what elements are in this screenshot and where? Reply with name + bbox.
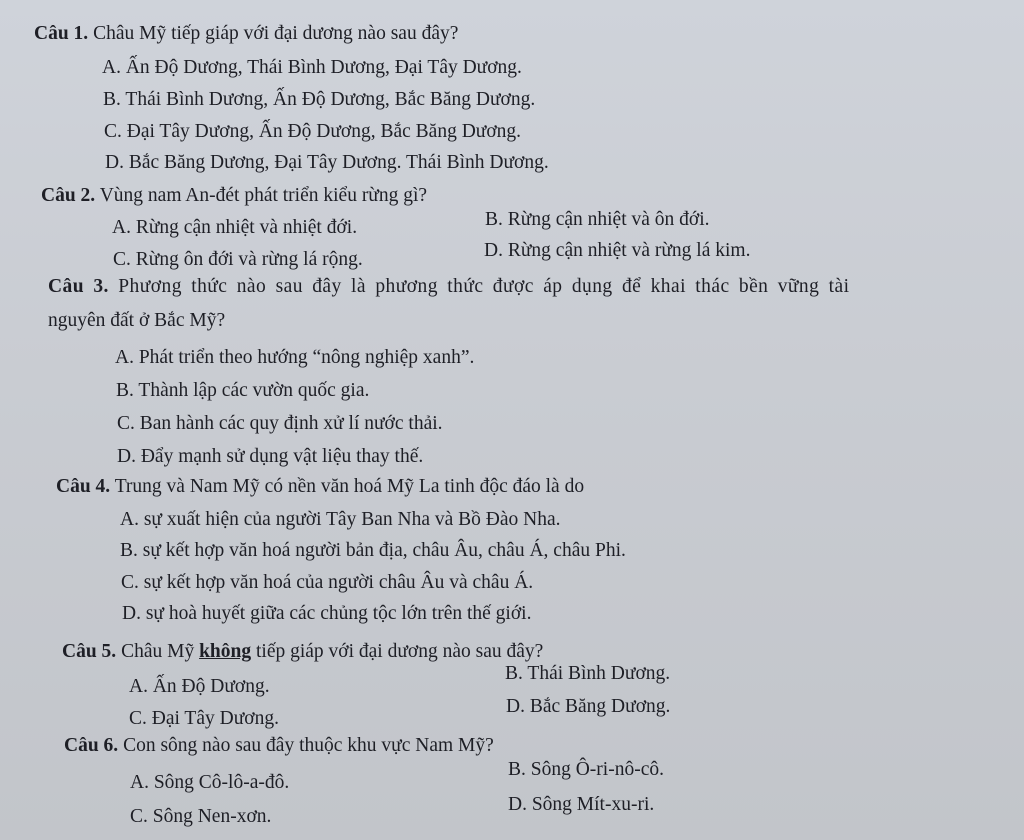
q6-option-d: D. Sông Mít-xu-ri. — [508, 794, 655, 815]
q1-option-a: A. Ấn Độ Dương, Thái Bình Dương, Đại Tây Dương. — [102, 57, 522, 78]
question-stem-prefix: Châu Mỹ — [116, 641, 200, 662]
question-stem: Vùng nam An-đét phát triển kiểu rừng gì? — [95, 185, 428, 206]
question-2 — [41, 184, 427, 208]
question-stem: Châu Mỹ tiếp giáp với đại dương nào sau đây? — [88, 23, 459, 44]
q1-option-d: D. Bắc Băng Dương, Đại Tây Dương. Thái Bình Dương. — [105, 152, 549, 173]
question-3-continued: nguyên đất ở Bắc Mỹ? — [48, 310, 226, 331]
q2-option-b: B. Rừng cận nhiệt và ôn đới. — [485, 209, 710, 230]
question-number: Câu 6. — [64, 735, 119, 756]
question-stem: Con sông nào sau đây thuộc khu vực Nam Mỹ? — [118, 735, 494, 756]
q5-option-c: C. Đại Tây Dương. — [129, 708, 279, 729]
q6-option-a: A. Sông Cô-lô-a-đô. — [130, 772, 290, 793]
question-number: Câu 2. — [41, 185, 96, 206]
q3-option-b: B. Thành lập các vườn quốc gia. — [116, 380, 370, 401]
question-stem: Trung và Nam Mỹ có nền văn hoá Mỹ La tinh độc đáo là do — [110, 476, 585, 497]
q3-option-a: A. Phát triển theo hướng “nông nghiệp xanh”. — [115, 347, 475, 368]
q2-option-d: D. Rừng cận nhiệt và rừng lá kim. — [484, 240, 751, 261]
q2-option-a: A. Rừng cận nhiệt và nhiệt đới. — [112, 217, 358, 238]
question-number: Câu 1. — [34, 23, 89, 44]
q5-option-a: A. Ấn Độ Dương. — [129, 676, 270, 697]
question-stem-suffix: tiếp giáp với đại dương nào sau đây? — [251, 641, 544, 662]
question-number: Câu 4. — [56, 476, 111, 497]
q1-option-c: C. Đại Tây Dương, Ấn Độ Dương, Bắc Băng Dương. — [104, 121, 522, 142]
question-3 — [48, 275, 850, 299]
q2-option-c: C. Rừng ôn đới và rừng lá rộng. — [113, 249, 363, 270]
question-stem-emphasis: không — [199, 641, 252, 662]
question-1 — [34, 22, 458, 46]
q4-option-b: B. sự kết hợp văn hoá người bản địa, châu Âu, châu Á, châu Phi. — [120, 540, 626, 561]
question-number: Câu 3. — [48, 276, 109, 297]
question-6 — [64, 734, 494, 758]
q5-option-b: B. Thái Bình Dương. — [505, 663, 671, 684]
q6-option-c: C. Sông Nen-xơn. — [130, 806, 272, 827]
q4-option-d: D. sự hoà huyết giữa các chủng tộc lớn trên thế giới. — [122, 603, 532, 624]
q3-option-d: D. Đẩy mạnh sử dụng vật liệu thay thế. — [117, 446, 424, 467]
question-4 — [56, 475, 584, 499]
question-stem: Phương thức nào sau đây là phương thức được áp dụng để khai thác bền vững tài — [108, 276, 850, 297]
question-5 — [62, 640, 543, 664]
q4-option-c: C. sự kết hợp văn hoá của người châu Âu và châu Á. — [121, 572, 534, 593]
q5-option-d: D. Bắc Băng Dương. — [506, 696, 671, 717]
q3-option-c: C. Ban hành các quy định xử lí nước thải. — [117, 413, 443, 434]
q1-option-b: B. Thái Bình Dương, Ấn Độ Dương, Bắc Băng Dương. — [103, 89, 536, 110]
q4-option-a: A. sự xuất hiện của người Tây Ban Nha và Bồ Đào Nha. — [120, 509, 561, 530]
question-number: Câu 5. — [62, 641, 117, 662]
q6-option-b: B. Sông Ô-ri-nô-cô. — [508, 759, 664, 780]
